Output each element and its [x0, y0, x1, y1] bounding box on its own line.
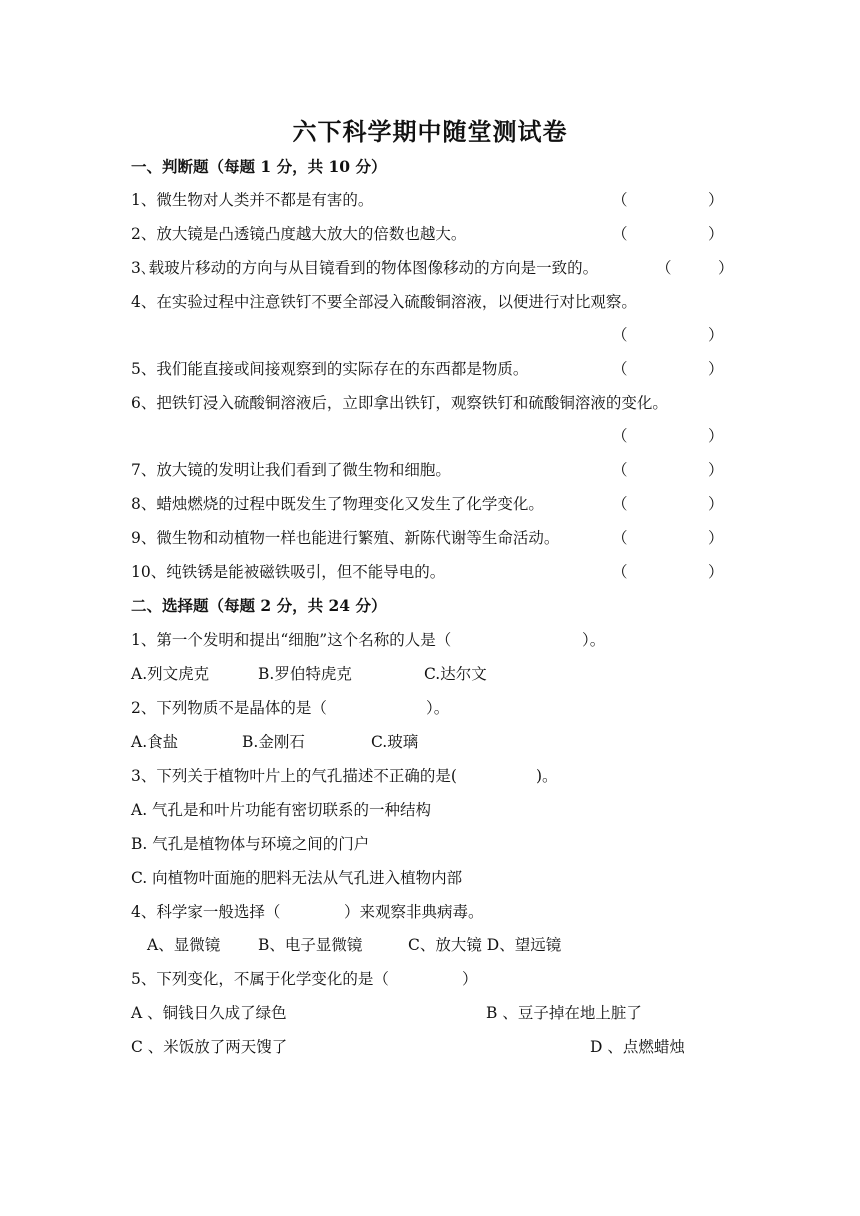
choice-q2-option-c[interactable]: C.玻璃 [371, 733, 419, 751]
choice-q1-option-c[interactable]: C.达尔文 [424, 665, 487, 683]
choice-q5-option-b[interactable]: B 、豆子掉在地上脏了 [486, 1004, 642, 1022]
choice-q1-stem-end: ）。 [582, 631, 606, 649]
paren-open: （ [656, 259, 672, 277]
paren-open: （ [612, 495, 628, 513]
paren-close: ） [708, 225, 724, 243]
paren-close: ） [708, 427, 724, 445]
choice-q2-stem: 2、下列物质不是晶体的是（ [131, 699, 327, 717]
choice-q3-option-c[interactable]: C. 向植物叶面施的肥料无法从气孔进入植物内部 [131, 869, 463, 887]
section2-heading: 二、选择题（每题 2 分，共 24 分） [131, 596, 387, 615]
choice-q5-option-a[interactable]: A 、铜钱日久成了绿色 [131, 1004, 287, 1022]
section1-heading: 一、判断题（每题 1 分，共 10 分） [131, 157, 387, 176]
choice-q3-stem-end: )。 [536, 767, 558, 785]
choice-q2-stem-end: ）。 [426, 699, 450, 717]
choice-q3-option-a[interactable]: A. 气孔是和叶片功能有密切联系的一种结构 [131, 801, 432, 819]
paren-close: ） [708, 495, 724, 513]
paren-open: （ [612, 360, 628, 378]
paren-close: ） [708, 529, 724, 547]
page-title: 六下科学期中随堂测试卷 [292, 117, 568, 146]
choice-q2-option-b[interactable]: B.金刚石 [242, 733, 305, 751]
judge-item-9: 9、微生物和动植物一样也能进行繁殖、新陈代谢等生命活动。 [131, 529, 560, 547]
judge-item-4: 4、在实验过程中注意铁钉不要全部浸入硫酸铜溶液，以便进行对比观察。 [131, 293, 637, 311]
choice-q4-option-cd[interactable]: C、放大镜 D、望远镜 [408, 936, 562, 954]
paren-open: （ [612, 461, 628, 479]
paren-close: ） [718, 259, 734, 277]
choice-q5-option-d[interactable]: D 、点燃蜡烛 [590, 1038, 685, 1056]
judge-item-1: 1、微生物对人类并不都是有害的。 [131, 191, 374, 209]
choice-q5-stem-end: ） [462, 970, 478, 988]
paren-open: （ [612, 225, 628, 243]
choice-q1-option-a[interactable]: A.列文虎克 [131, 665, 210, 683]
paren-close: ） [708, 326, 724, 344]
choice-q4-option-b[interactable]: B、电子显微镜 [258, 936, 363, 954]
choice-q4-stem: 4、科学家一般选择（ [131, 903, 281, 921]
choice-q4-option-a[interactable]: A、显微镜 [147, 936, 221, 954]
judge-item-7: 7、放大镜的发明让我们看到了微生物和细胞。 [131, 461, 451, 479]
judge-item-8: 8、蜡烛燃烧的过程中既发生了物理变化又发生了化学变化。 [131, 495, 544, 513]
paren-open: （ [612, 563, 628, 581]
paren-open: （ [612, 326, 628, 344]
choice-q4-stem-end: ）来观察非典病毒。 [344, 903, 484, 921]
paren-open: （ [612, 191, 628, 209]
paren-open: （ [612, 427, 628, 445]
choice-q3-stem: 3、下列关于植物叶片上的气孔描述不正确的是( [131, 767, 457, 785]
paren-close: ） [708, 461, 724, 479]
paren-open: （ [612, 529, 628, 547]
paren-close: ） [708, 191, 724, 209]
judge-item-10: 10、纯铁锈是能被磁铁吸引，但不能导电的。 [131, 563, 446, 581]
paren-close: ） [708, 563, 724, 581]
paren-close: ） [708, 360, 724, 378]
choice-q5-option-c[interactable]: C 、米饭放了两天馊了 [131, 1038, 288, 1056]
choice-q1-stem: 1、第一个发明和提出“细胞”这个名称的人是（ [131, 631, 452, 649]
judge-item-2: 2、放大镜是凸透镜凸度越大放大的倍数也越大。 [131, 225, 467, 243]
judge-item-5: 5、我们能直接或间接观察到的实际存在的东西都是物质。 [131, 360, 529, 378]
choice-q2-option-a[interactable]: A.食盐 [131, 733, 179, 751]
choice-q1-option-b[interactable]: B.罗伯特虎克 [258, 665, 352, 683]
choice-q3-option-b[interactable]: B. 气孔是植物体与环境之间的门户 [131, 835, 370, 853]
choice-q5-stem: 5、下列变化，不属于化学变化的是（ [131, 970, 389, 988]
judge-item-3: 3､载玻片移动的方向与从目镜看到的物体图像移动的方向是一致的。 [131, 259, 599, 277]
judge-item-6: 6、把铁钉浸入硫酸铜溶液后，立即拿出铁钉，观察铁钉和硫酸铜溶液的变化。 [131, 394, 668, 412]
